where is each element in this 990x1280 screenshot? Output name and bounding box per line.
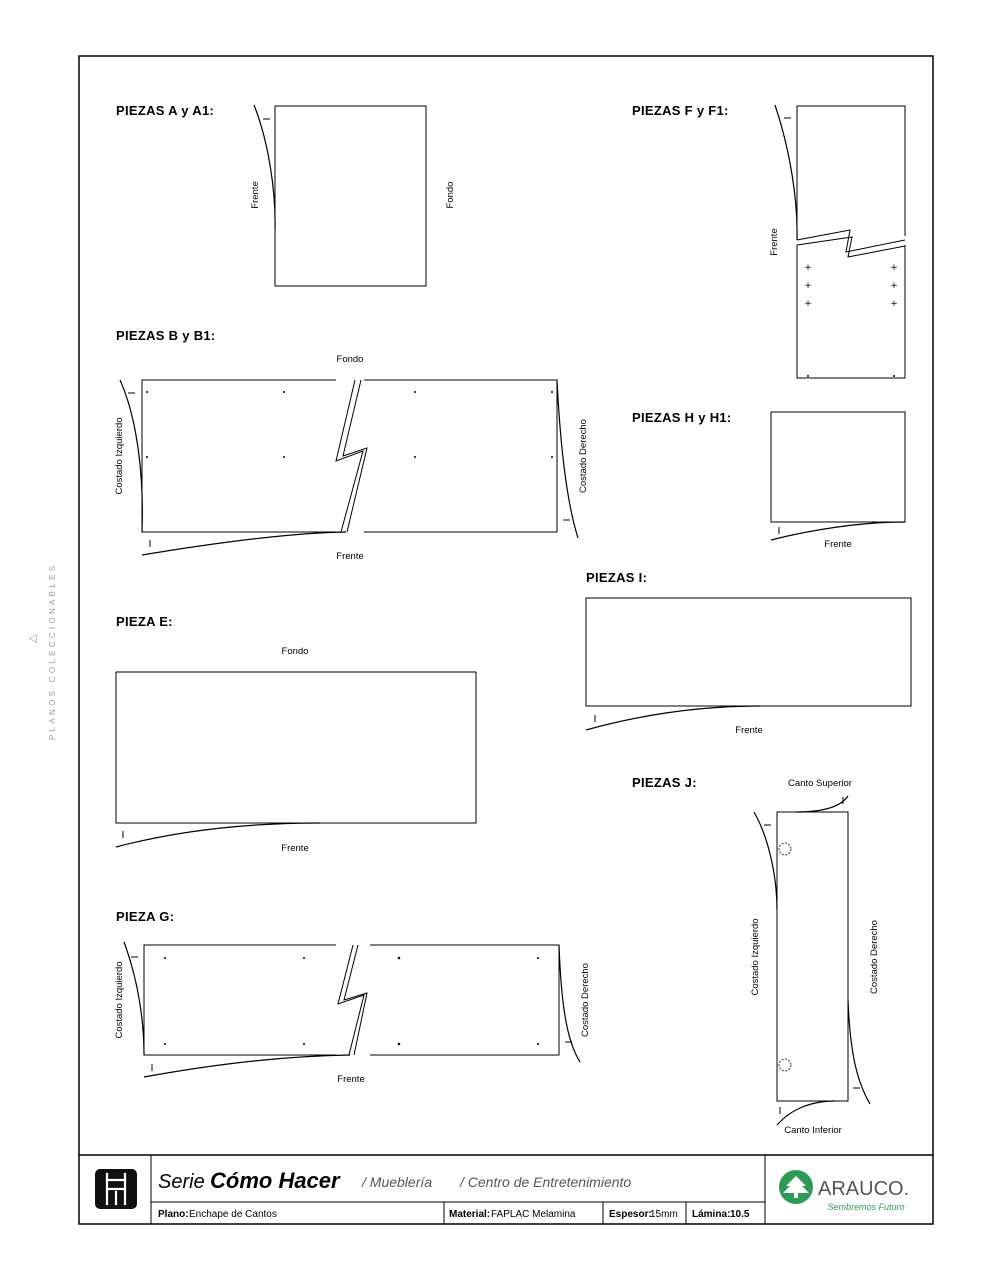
material-key: Material:: [449, 1209, 491, 1220]
piece-b-right-label: Costado Derecho: [578, 419, 589, 493]
plano-value: Enchape de Cantos: [189, 1209, 277, 1220]
svg-text:+: +: [804, 299, 812, 309]
triangle-icon: △: [26, 634, 39, 643]
espesor-key: Espesor:: [609, 1209, 652, 1220]
piece-e-drawing: [116, 614, 476, 854]
piece-f-drawing: [632, 103, 906, 378]
plano-key: Plano:: [158, 1209, 189, 1220]
sheet-frame: [79, 56, 933, 1224]
piece-j-right-label: Costado Derecho: [869, 920, 880, 994]
piece-h-drawing: [632, 410, 905, 550]
piece-g-drawing: [114, 909, 591, 1085]
svg-text:+: +: [804, 281, 812, 291]
piece-a-right-label: Fondo: [445, 181, 456, 209]
piece-b-drawing: [114, 328, 589, 562]
serie-name: Cómo Hacer: [210, 1168, 340, 1193]
piece-b-left-label: Costado Izquierdo: [114, 417, 125, 495]
piece-j-bottom-label: Canto Inferior: [784, 1125, 842, 1136]
piece-j-top-label: Canto Superior: [788, 778, 852, 789]
piece-a-drawing: [116, 103, 456, 286]
sidebar-label: PLANOS COLECCIONABLES: [48, 562, 57, 740]
arauco-logo-icon: [779, 1170, 813, 1204]
serie-prefix: Serie: [158, 1171, 205, 1193]
piece-b-bottom-label: Frente: [336, 551, 364, 562]
piece-e-title: PIEZA E:: [116, 614, 173, 629]
svg-text:+: +: [890, 263, 898, 273]
svg-text:+: +: [890, 299, 898, 309]
svg-text:+: +: [890, 281, 898, 291]
serie-project: / Centro de Entretenimiento: [460, 1174, 632, 1190]
piece-j-title: PIEZAS J:: [632, 775, 697, 790]
lamina-key: Lámina:: [692, 1209, 731, 1220]
svg-text:+: +: [804, 263, 812, 273]
piece-j-left-label: Costado Izquierdo: [750, 918, 761, 996]
piece-g-bottom-label: Frente: [337, 1074, 365, 1085]
piece-h-bottom-label: Frente: [824, 539, 852, 550]
piece-b-top-label: Fondo: [336, 354, 364, 365]
piece-h-title: PIEZAS H y H1:: [632, 410, 732, 425]
piece-b-title: PIEZAS B y B1:: [116, 328, 216, 343]
brand-name: ARAUCO.: [818, 1178, 910, 1200]
piece-i-drawing: [586, 570, 911, 736]
piece-f-left-label: Frente: [769, 228, 780, 256]
lamina-value: 10.5: [730, 1209, 750, 1220]
piece-g-title: PIEZA G:: [116, 909, 175, 924]
piece-a-left-label: Frente: [250, 181, 261, 209]
title-block: [79, 1155, 933, 1224]
espesor-value: 15mm: [650, 1209, 678, 1220]
piece-g-right-label: Costado Derecho: [580, 963, 591, 1037]
piece-f-title: PIEZAS F y F1:: [632, 103, 729, 118]
piece-g-left-label: Costado Izquierdo: [114, 961, 125, 1039]
piece-i-title: PIEZAS I:: [586, 570, 648, 585]
piece-e-bottom-label: Frente: [281, 843, 309, 854]
chair-icon: [95, 1169, 137, 1209]
serie-category: / Mueblería: [362, 1174, 433, 1190]
piece-i-bottom-label: Frente: [735, 725, 763, 736]
brand-slogan: Sembremos Futuro: [827, 1202, 905, 1212]
piece-j-drawing: [632, 775, 880, 1136]
material-value: FAPLAC Melamina: [491, 1209, 576, 1220]
piece-a-title: PIEZAS A y A1:: [116, 103, 215, 118]
piece-e-top-label: Fondo: [281, 646, 309, 657]
